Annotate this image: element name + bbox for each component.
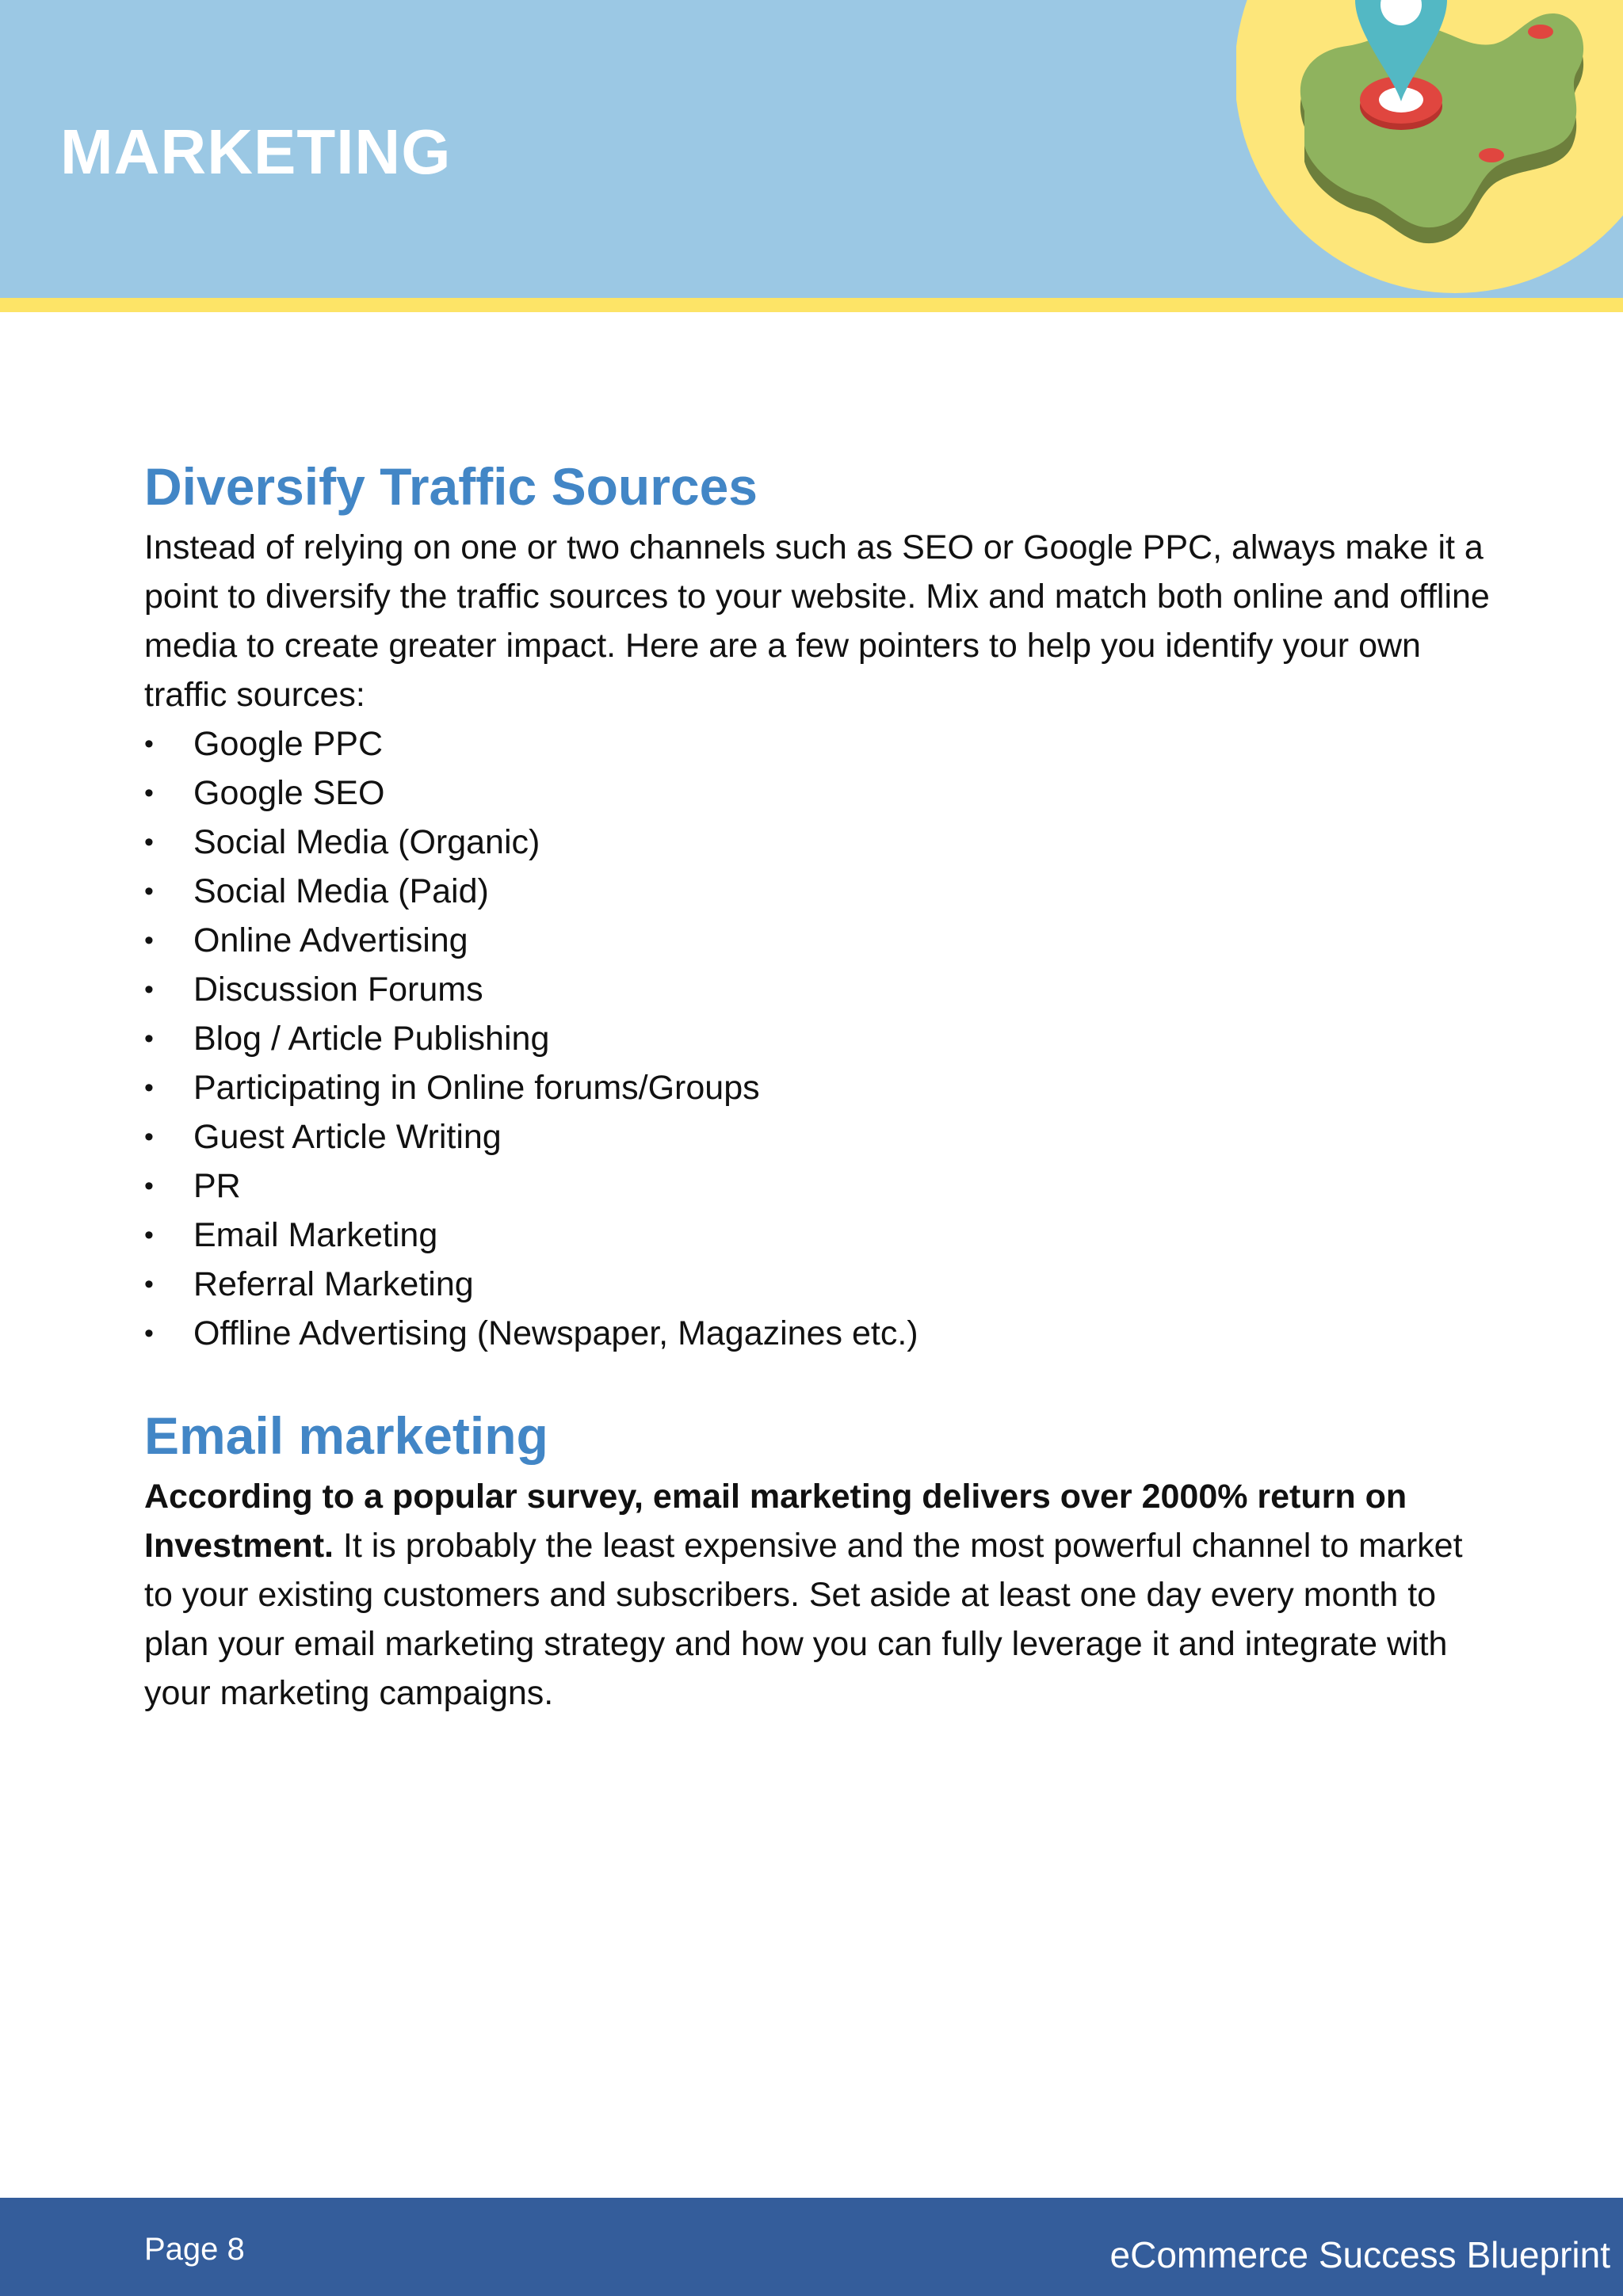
list-item: • Google PPC (144, 719, 1491, 769)
page-number: Page 8 (144, 2232, 245, 2267)
bullet-icon: • (144, 1318, 154, 1348)
list-item: • Referral Marketing (144, 1260, 1491, 1309)
list-item: • Participating in Online forums/Groups (144, 1063, 1491, 1112)
bullet-icon: • (144, 1220, 154, 1250)
list-item: • Email Marketing (144, 1211, 1491, 1260)
email-marketing-body: It is probably the least expensive and the most powerful channel to market to your existing customers and subscribers. Set aside at least one day every month to plan your email marketing strategy and how you can fully leverage it and integrate with your marketing campaigns. (144, 1527, 1463, 1712)
bullet-icon: • (144, 1171, 154, 1201)
traffic-sources-intro: Instead of relying on one or two channels such as SEO or Google PPC, always make it a point to diversify the traffic sources to your website. Mix and match both online and offline media to create greater impact. Here are a few pointers to help you identify your own traffic sources: (144, 528, 1490, 714)
bullet-icon: • (144, 1269, 154, 1299)
list-item: • PR (144, 1161, 1491, 1211)
bullet-icon: • (144, 1073, 154, 1103)
bullet-icon: • (144, 827, 154, 857)
list-item: • Discussion Forums (144, 965, 1491, 1014)
traffic-sources-heading: Diversify Traffic Sources (144, 457, 758, 516)
page-footer (0, 2198, 1623, 2296)
page-content (144, 450, 1491, 1718)
page-header (0, 0, 1623, 298)
list-item: • Online Advertising (144, 916, 1491, 965)
list-item: • Blog / Article Publishing (144, 1014, 1491, 1063)
bullet-icon: • (144, 1024, 154, 1054)
footer-brand: eCommerce Success Blueprint (1109, 2234, 1610, 2275)
section-title: MARKETING (60, 116, 452, 187)
list-item: • Google SEO (144, 769, 1491, 818)
email-marketing-heading: Email marketing (144, 1406, 548, 1465)
bullet-icon: • (144, 778, 154, 808)
list-item: • Social Media (Organic) (144, 818, 1491, 867)
bullet-icon: • (144, 974, 154, 1005)
email-marketing-lead: According to a popular survey, email marketing delivers over 2000% return on Investment. (144, 1478, 1407, 1565)
list-item: • Guest Article Writing (144, 1112, 1491, 1161)
traffic-sources-list (144, 719, 1491, 1358)
bullet-icon: • (144, 925, 154, 955)
section-spacer (144, 1358, 1491, 1399)
bullet-icon: • (144, 729, 154, 759)
bullet-icon: • (144, 1122, 154, 1152)
email-marketing-paragraph (144, 1472, 1491, 1718)
bullet-icon: • (144, 876, 154, 906)
list-item: • Social Media (Paid) (144, 867, 1491, 916)
map-pin-icon (1236, 0, 1623, 298)
list-item: • Offline Advertising (Newspaper, Magazines etc.) (144, 1309, 1491, 1358)
header-accent-stripe (0, 298, 1623, 312)
